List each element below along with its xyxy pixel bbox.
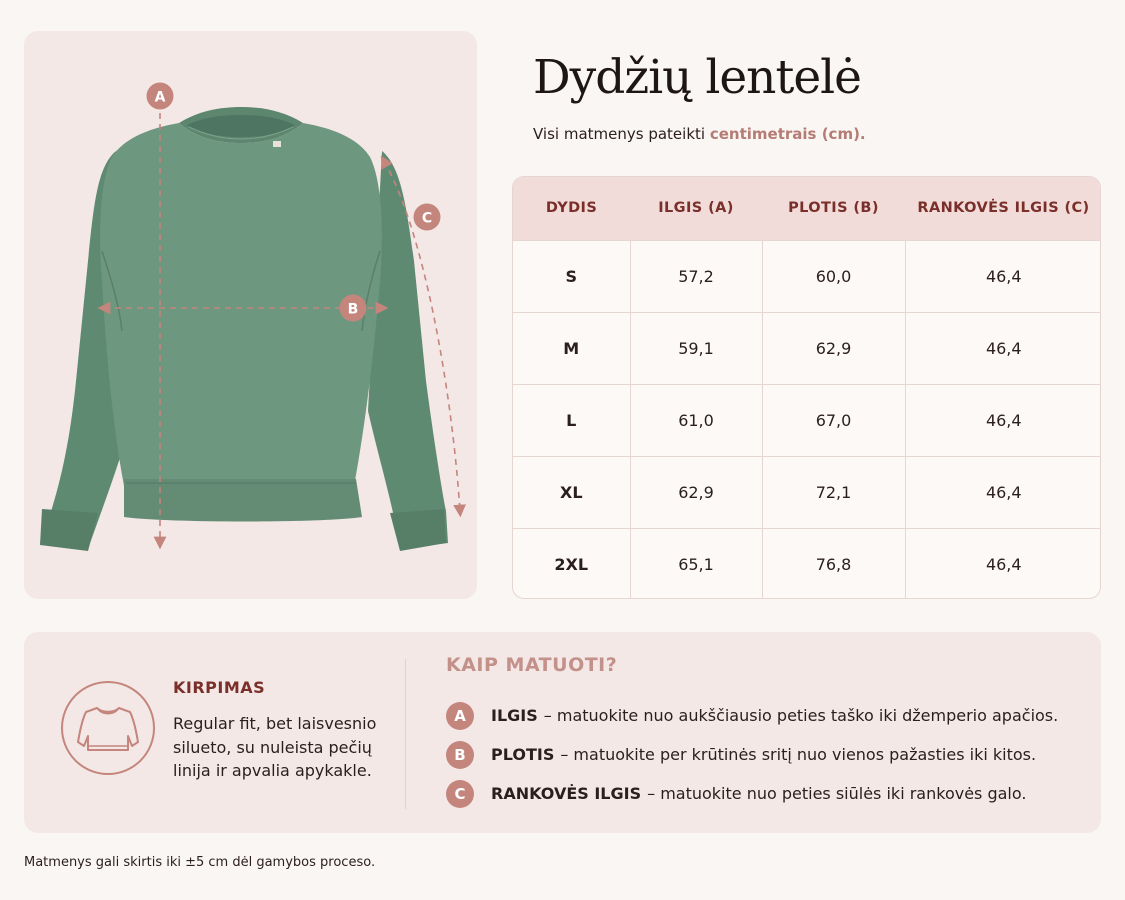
cell-size: M: [513, 312, 630, 384]
list-item: [446, 735, 1058, 774]
header-length: ILGIS (A): [630, 177, 762, 240]
cell-size: XL: [513, 456, 630, 528]
cell-width: 76,8: [762, 528, 905, 599]
cell-length: 61,0: [630, 384, 762, 456]
svg-text:B: B: [347, 301, 359, 318]
measure-heading: KAIP MATUOTI?: [446, 654, 618, 676]
subtitle-text: Visi matmenys pateikti: [533, 125, 706, 143]
page-subtitle: [533, 125, 866, 143]
header-width: PLOTIS (B): [762, 177, 905, 240]
header-sleeve: RANKOVĖS ILGIS (C): [905, 177, 1101, 240]
cell-sleeve: 46,4: [905, 456, 1101, 528]
cell-width: 72,1: [762, 456, 905, 528]
measure-steps: [446, 696, 1058, 813]
table-row: [513, 528, 1101, 599]
cell-length: 59,1: [630, 312, 762, 384]
cell-length: 57,2: [630, 240, 762, 312]
cell-length: 62,9: [630, 456, 762, 528]
table-row: [513, 384, 1101, 456]
divider: [405, 659, 406, 809]
badge-c: [414, 204, 441, 231]
svg-text:C: C: [421, 210, 433, 227]
subtitle-unit: centimetrais (cm).: [709, 125, 866, 143]
table-row: [513, 456, 1101, 528]
badge-a: [147, 83, 174, 110]
cell-size: L: [513, 384, 630, 456]
cell-sleeve: 46,4: [905, 240, 1101, 312]
step-name: ILGIS: [491, 706, 538, 725]
cell-sleeve: 46,4: [905, 384, 1101, 456]
fit-heading: KIRPIMAS: [173, 678, 266, 697]
header-size: DYDIS: [513, 177, 630, 240]
cell-width: 67,0: [762, 384, 905, 456]
cell-size: S: [513, 240, 630, 312]
list-item: [446, 774, 1058, 813]
step-badge: A: [446, 702, 474, 730]
sweatshirt-illustration: [24, 31, 477, 599]
badge-b: [340, 295, 367, 322]
step-badge: B: [446, 741, 474, 769]
step-text: – matuokite nuo aukščiausio peties taško iki džemperio apačios.: [543, 706, 1059, 725]
fit-description: Regular fit, bet laisvesnio silueto, su nuleista pečių linija ir apvalia apykakle.: [173, 714, 377, 780]
cell-size: 2XL: [513, 528, 630, 599]
size-table: [512, 176, 1101, 599]
cell-width: 62,9: [762, 312, 905, 384]
cell-length: 65,1: [630, 528, 762, 599]
page-title: Dydžių lentelė: [533, 50, 861, 105]
step-name: PLOTIS: [491, 745, 555, 764]
cell-width: 60,0: [762, 240, 905, 312]
step-badge: C: [446, 780, 474, 808]
step-text: – matuokite nuo peties siūlės iki rankovės galo.: [647, 784, 1027, 803]
step-name: RANKOVĖS ILGIS: [491, 784, 642, 803]
footnote: Matmenys gali skirtis iki ±5 cm dėl gamybos proceso.: [24, 855, 376, 870]
cell-sleeve: 46,4: [905, 528, 1101, 599]
product-diagram: [24, 31, 477, 599]
table-row: [513, 312, 1101, 384]
svg-text:A: A: [154, 89, 166, 106]
list-item: [446, 696, 1058, 735]
sweatshirt-icon: [60, 680, 156, 776]
info-panel: [24, 632, 1101, 833]
table-header-row: [513, 177, 1101, 240]
table-row: [513, 240, 1101, 312]
step-text: – matuokite per krūtinės sritį nuo vienos pažasties iki kitos.: [560, 745, 1037, 764]
cell-sleeve: 46,4: [905, 312, 1101, 384]
